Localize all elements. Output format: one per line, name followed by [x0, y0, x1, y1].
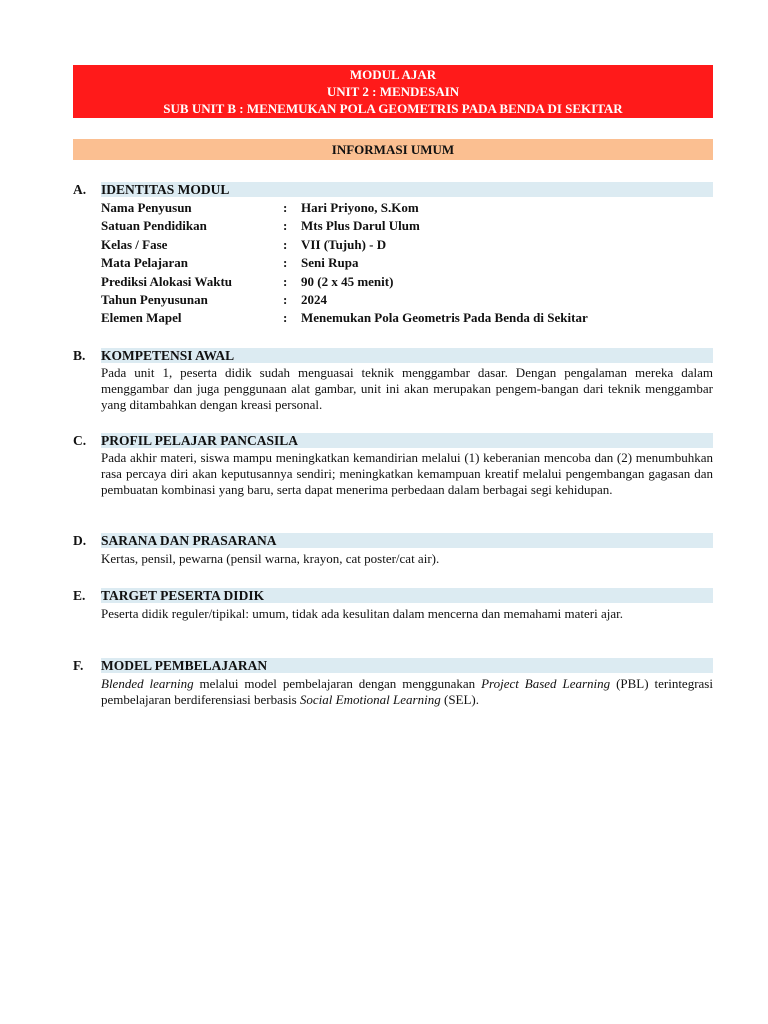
- identity-value: Hari Priyono, S.Kom: [301, 200, 419, 215]
- text-run: (SEL).: [440, 692, 480, 707]
- section-letter: A.: [73, 182, 87, 197]
- identity-label: Prediksi Alokasi Waktu: [101, 273, 233, 289]
- section-letter: F.: [73, 658, 84, 673]
- italic-term: Social Emotional Learning: [299, 692, 441, 707]
- sub-unit-title: SUB UNIT B : MENEMUKAN POLA GEOMETRIS PADA BENDA DI SEKITAR: [163, 101, 623, 116]
- identity-value: 2024: [301, 291, 327, 307]
- identity-row: [101, 273, 713, 291]
- section-letter: D.: [73, 533, 87, 548]
- identity-row: [101, 291, 713, 309]
- section-d-text: Kertas, pensil, pewarna (pensil warna, krayon, cat poster/cat air).: [101, 551, 440, 566]
- identity-colon: :: [283, 200, 288, 215]
- identity-colon: :: [283, 273, 288, 289]
- identity-value: Seni Rupa: [301, 255, 359, 271]
- identity-label: Kelas / Fase: [101, 236, 168, 252]
- identity-row: [101, 236, 713, 254]
- section-title: TARGET PESERTA DIDIK: [101, 588, 265, 603]
- italic-term: Blended learning: [101, 676, 194, 691]
- module-title: MODUL AJAR: [349, 67, 437, 82]
- section-title: KOMPETENSI AWAL: [101, 348, 235, 363]
- identity-row: [101, 217, 713, 235]
- section-c-text: Pada akhir materi, siswa mampu meningkatkan kemandirian melalui (1) keberanian mencoba dan (2) menumbuhkan rasa percaya diri akan keputusannya sendiri; meningkatkan kemampuan kreatif melalui pengembangan gagasan dan pembuatan kombinasi yang baru, serta dapat menerima perbedaan dalam berbagai segi kehidupan.: [101, 450, 713, 497]
- identity-table: [101, 199, 713, 328]
- identity-label: Elemen Mapel: [101, 310, 182, 326]
- identity-colon: :: [283, 255, 288, 271]
- text-run: (PBL) terintegrasi pembelajaran berdiferensiasi berbasis: [101, 676, 713, 707]
- section-f-text: [101, 676, 713, 708]
- identity-colon: :: [283, 218, 288, 234]
- section-title: SARANA DAN PRASARANA: [101, 533, 277, 548]
- identity-row: [101, 254, 713, 272]
- section-b-heading: [73, 348, 713, 363]
- section-a-heading: [73, 182, 713, 197]
- section-letter: C.: [73, 433, 87, 448]
- section-title: PROFIL PELAJAR PANCASILA: [101, 433, 299, 448]
- identity-label: Mata Pelajaran: [101, 255, 189, 271]
- section-title: IDENTITAS MODUL: [101, 182, 230, 197]
- identity-value: VII (Tujuh) - D: [301, 236, 387, 252]
- identity-colon: :: [283, 291, 288, 307]
- identity-colon: :: [283, 236, 288, 252]
- identity-label: Nama Penyusun: [101, 200, 192, 215]
- section-title: MODEL PEMBELAJARAN: [101, 658, 268, 673]
- identity-value: 90 (2 x 45 menit): [301, 273, 394, 289]
- identity-row: [101, 309, 713, 327]
- section-d-heading: [73, 533, 713, 548]
- unit-title: UNIT 2 : MENDESAIN: [326, 84, 460, 99]
- general-info-heading: INFORMASI UMUM: [73, 139, 713, 160]
- identity-label: Satuan Pendidikan: [101, 218, 207, 234]
- section-c-heading: [73, 433, 713, 448]
- section-letter: B.: [73, 348, 86, 363]
- section-b-text: Pada unit 1, peserta didik sudah menguasai teknik menggambar dasar. Dengan pengalaman mereka dalam menggambar dan juga penggunaan alat gambar, unit ini akan merupakan pengem-bangan dari teknik menggambar yang ditambahkan dengan kreasi personal.: [101, 365, 713, 412]
- section-e-heading: [73, 588, 713, 603]
- section-e-text: Peserta didik reguler/tipikal: umum, tidak ada kesulitan dalam mencerna dan memahami materi ajar.: [101, 606, 623, 621]
- identity-value: Mts Plus Darul Ulum: [301, 218, 420, 234]
- section-letter: E.: [73, 588, 86, 603]
- italic-term: Project Based Learning: [481, 676, 611, 691]
- identity-row: [101, 199, 713, 217]
- identity-label: Tahun Penyusunan: [101, 291, 208, 307]
- identity-value: Menemukan Pola Geometris Pada Benda di Sekitar: [301, 310, 588, 326]
- module-title-banner: [73, 65, 713, 118]
- identity-colon: :: [283, 310, 288, 326]
- section-f-heading: [73, 658, 713, 673]
- text-run: melalui model pembelajaran dengan menggunakan: [193, 676, 482, 691]
